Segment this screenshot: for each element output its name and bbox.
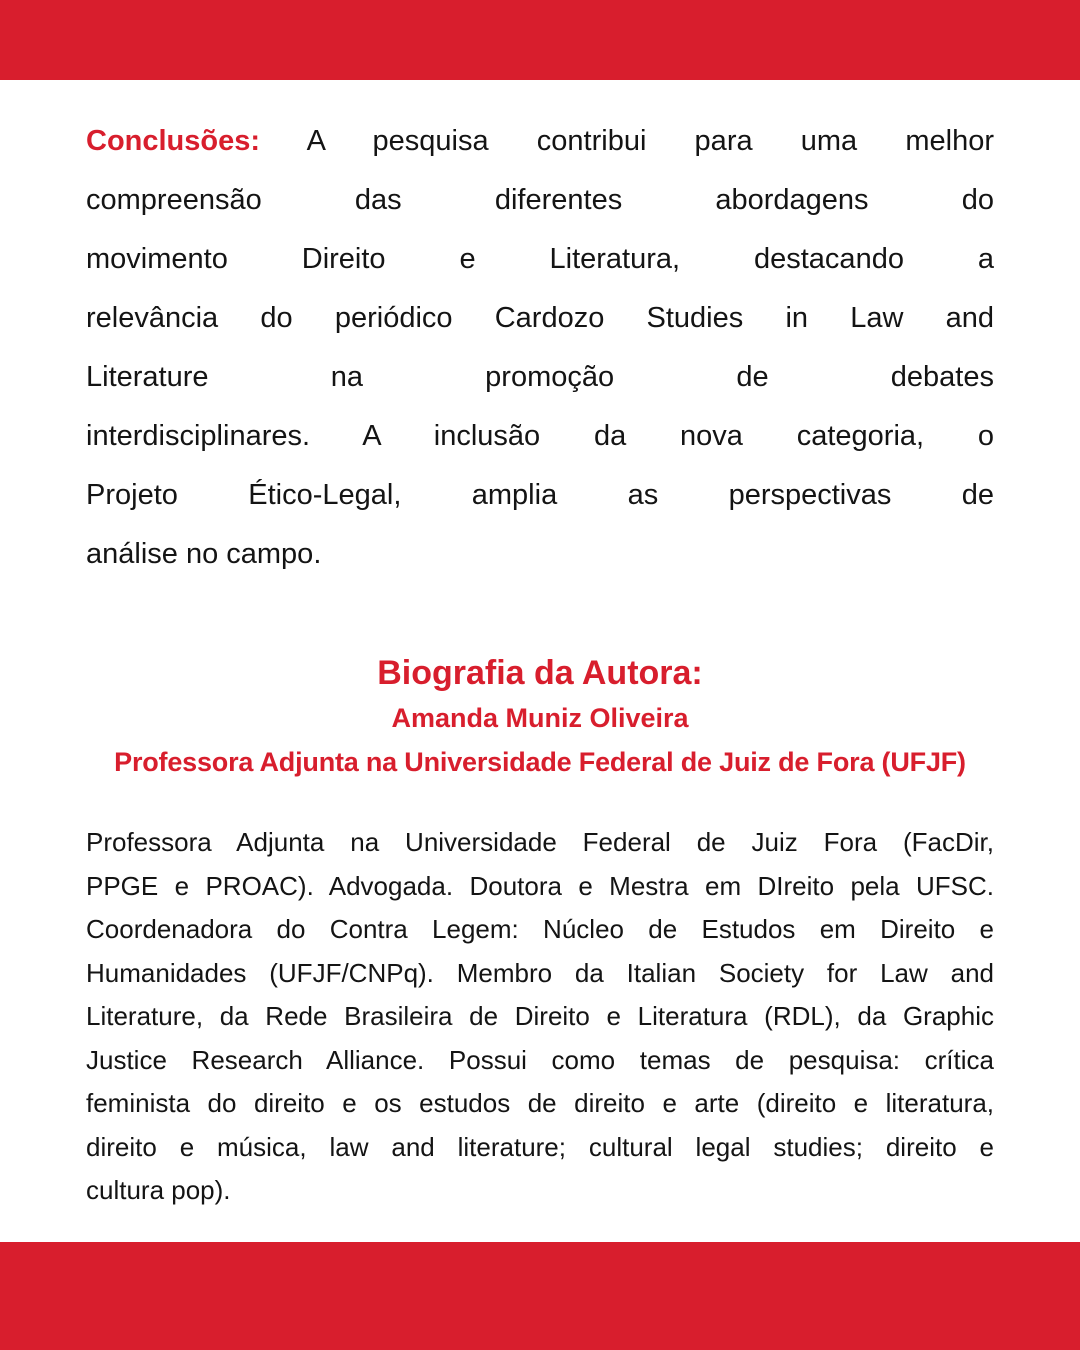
text-line: cultura pop). (86, 1175, 231, 1205)
top-red-bar (0, 0, 1080, 80)
conclusions-paragraph (86, 112, 994, 584)
author-title: Professora Adjunta na Universidade Federal de Juiz de Fora (UFJF) (114, 747, 966, 777)
text-line: interdisciplinares. A inclusão da nova categoria, o (86, 420, 994, 452)
conclusions-label: Conclusões: (86, 125, 261, 157)
author-name: Amanda Muniz Oliveira (391, 703, 689, 733)
text-line: relevância do periódico Cardozo Studies in Law and (86, 302, 994, 334)
text-line: análise no campo. (86, 538, 322, 570)
text-line: movimento Direito e Literatura, destacando a (86, 243, 994, 275)
text-line: Literature, da Rede Brasileira de Direito e Literatura (RDL), da Graphic (86, 1001, 994, 1031)
text-line-content: A pesquisa contribui para uma melhor (306, 125, 994, 157)
text-line: Coordenadora do Contra Legem: Núcleo de Estudos em Direito e (86, 914, 994, 944)
text-line (86, 112, 994, 171)
text-line: Justice Research Alliance. Possui como temas de pesquisa: crítica (86, 1044, 994, 1075)
biography-section-heading: Biografia da Autora: (377, 654, 703, 692)
text-line: Projeto Ético-Legal, amplia as perspectivas de (86, 479, 994, 511)
biography-paragraph (86, 821, 994, 1213)
text-line: PPGE e PROAC). Advogada. Doutora e Mestra em DIreito pela UFSC. (86, 870, 994, 901)
text-line: compreensão das diferentes abordagens do (86, 184, 994, 216)
text-line: Professora Adjunta na Universidade Federal de Juiz Fora (FacDir, (86, 827, 994, 857)
text-line: feminista do direito e os estudos de direito e arte (direito e literatura, (86, 1088, 994, 1118)
text-line: Humanidades (UFJF/CNPq). Membro da Italian Society for Law and (86, 957, 994, 988)
text-line: direito e música, law and literature; cultural legal studies; direito e (86, 1131, 994, 1162)
bottom-red-bar (0, 1242, 1080, 1350)
text-line: Literature na promoção de debates (86, 361, 994, 393)
